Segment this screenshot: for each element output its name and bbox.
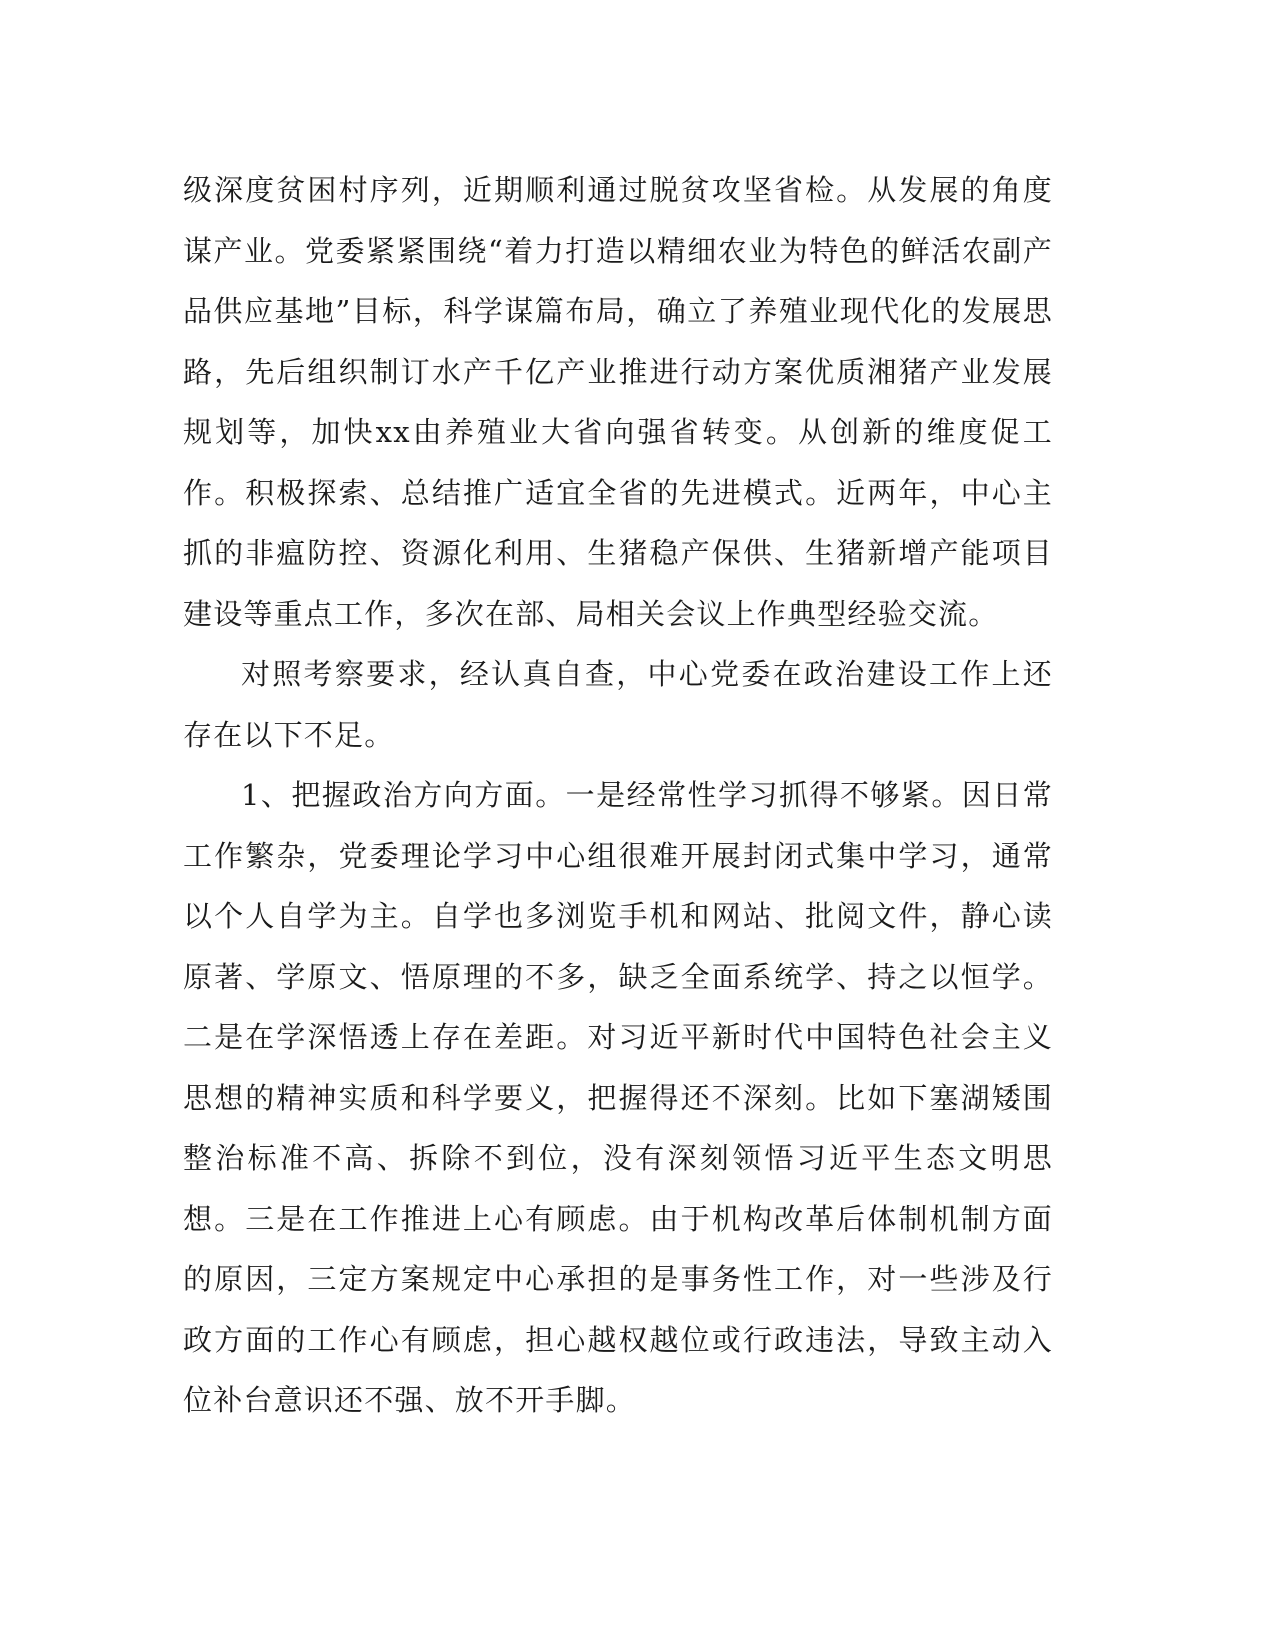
document-body: [183, 160, 1053, 1431]
paragraph-self-check: 对照考察要求，经认真自查，中心党委在政治建设工作上还存在以下不足。: [183, 657, 1053, 752]
paragraph-continuation: 级深度贫困村序列，近期顺利通过脱贫攻坚省检。从发展的角度谋产业。党委紧紧围绕“着力打造以精细农业为特色的鲜活农副产品供应基地”目标，科学谋篇布局，确立了养殖业现代化的发展思路，先后组织制订水产千亿产业推进行动方案优质湘猪产业发展规划等，加快xx由养殖业大省向强省转变。从创新的维度促工作。积极探索、总结推广适宜全省的先进模式。近两年，中心主抓的非瘟防控、资源化利用、生猪稳产保供、生猪新增产能项目建设等重点工作，多次在部、局相关会议上作典型经验交流。: [183, 173, 1053, 631]
paragraph-political-direction: 1、把握政治方向方面。一是经常性学习抓得不够紧。因日常工作繁杂，党委理论学习中心组很难开展封闭式集中学习，通常以个人自学为主。自学也多浏览手机和网站、批阅文件，静心读原著、学原文、悟原理的不多，缺乏全面系统学、持之以恒学。二是在学深悟透上存在差距。对习近平新时代中国特色社会主义思想的精神实质和科学要义，把握得还不深刻。比如下塞湖矮围整治标准不高、拆除不到位，没有深刻领悟习近平生态文明思想。三是在工作推进上心有顾虑。由于机构改革后体制机制方面的原因，三定方案规定中心承担的是事务性工作，对一些涉及行政方面的工作心有顾虑，担心越权越位或行政违法，导致主动入位补台意识还不强、放不开手脚。: [183, 778, 1053, 1417]
